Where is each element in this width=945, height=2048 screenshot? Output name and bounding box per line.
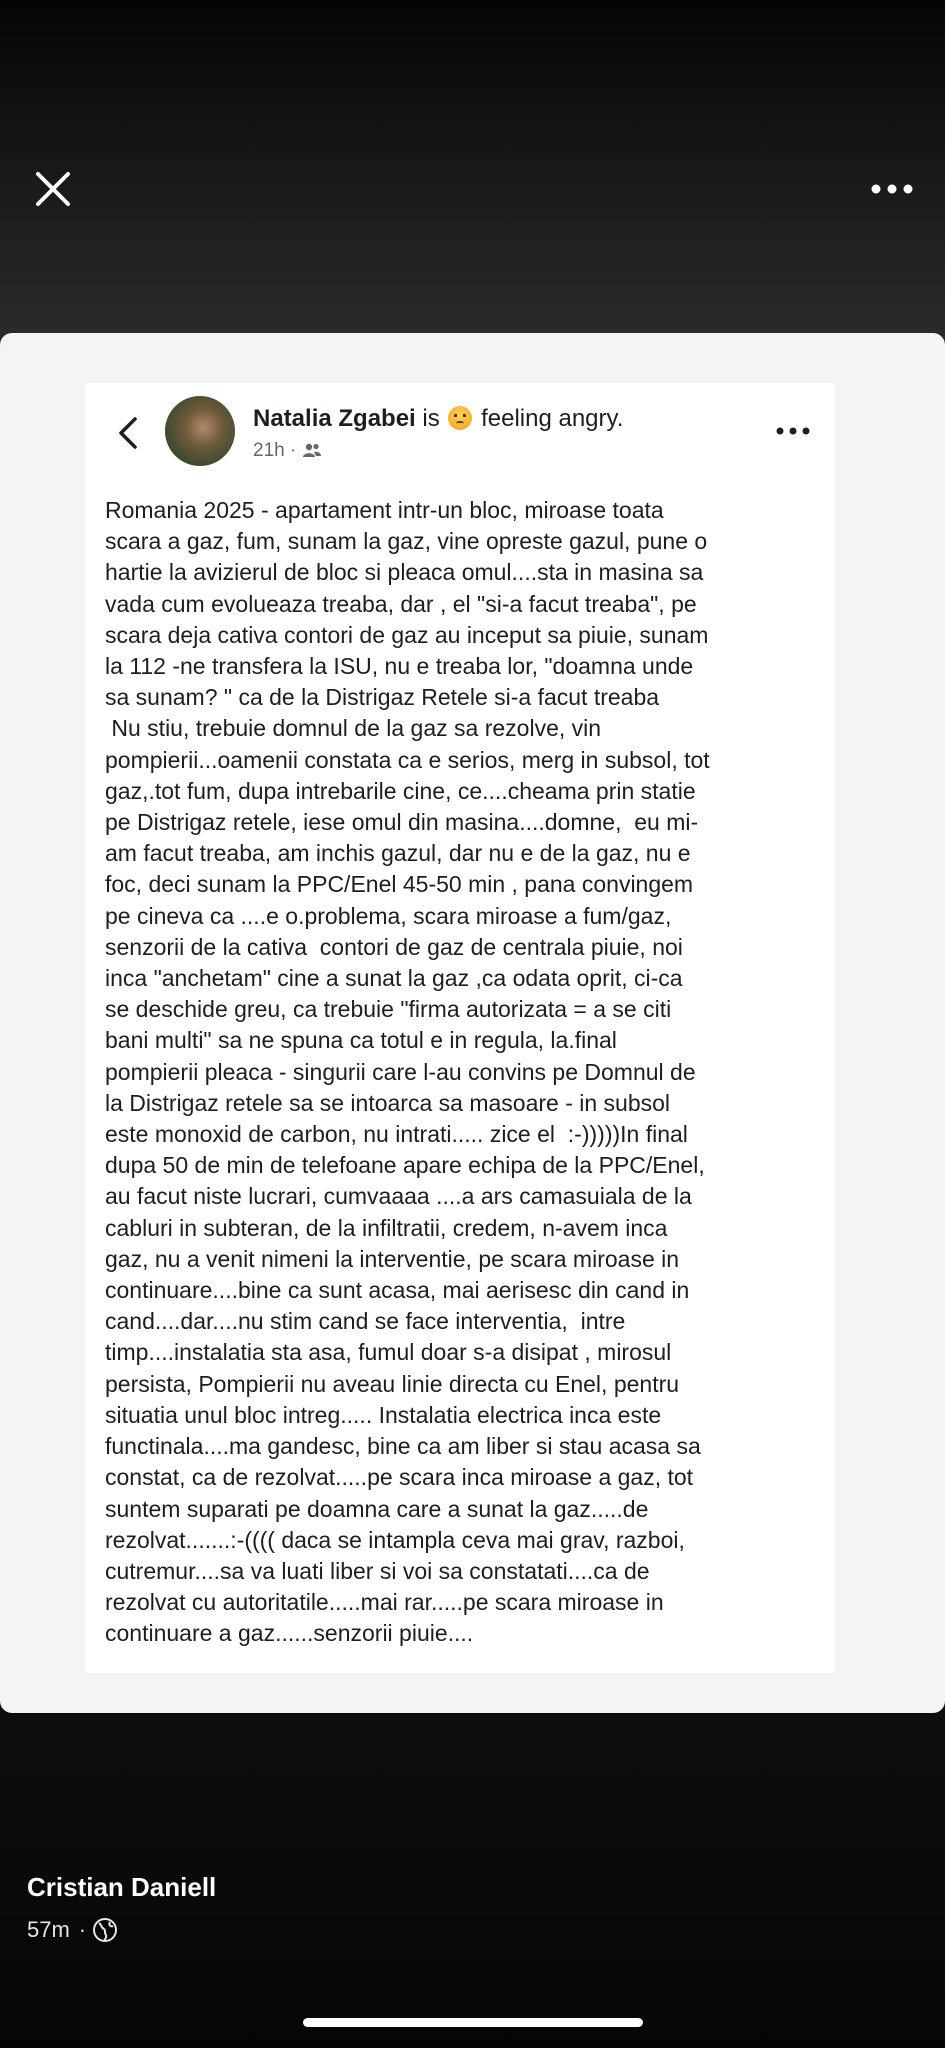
post-text-line: cutremur....sa va luati liber si voi sa constatati....ca de: [105, 1557, 650, 1584]
post-text-line: pompierii pleaca - singurii care l-au convins pe Domnul de: [105, 1058, 696, 1085]
post-text-line: functinala....ma gandesc, bine ca am liber si stau acasa sa: [105, 1433, 701, 1460]
post-text-line: gaz,.tot fum, dupa intrebarile cine, ce....cheama prin statie: [105, 777, 696, 804]
post-header: [253, 405, 623, 433]
post-text-line: inca "anchetam" cine a sunat la gaz ,ca odata oprit, ci-ca: [105, 965, 683, 992]
friends-icon: [302, 442, 322, 458]
post-text-line: gaz, nu a venit nimeni la interventie, pe scara miroase in: [105, 1245, 680, 1272]
home-indicator: [303, 2018, 643, 2027]
post-text-line: constat, ca de rezolvat.....pe scara inca miroase a gaz, tot: [105, 1464, 694, 1491]
post-text-line: dupa 50 de min de telefoane apare echipa de la PPC/Enel,: [105, 1152, 705, 1179]
post-text-line: scara deja cativa contori de gaz au inceput sa piuie, sunam: [105, 621, 709, 648]
post-text-line: scara a gaz, fum, sunam la gaz, vine opreste gazul, pune o: [105, 528, 708, 555]
post-text-line: pe Distrigaz retele, iese omul din masina....domne, eu mi-: [105, 809, 699, 836]
post-text-line: pe cineva ca ....e o.problema, scara miroase a fum/gaz,: [105, 902, 672, 929]
post-text-line: rezolvat cu autoritatile.....mai rar.....pe scara miroase in: [105, 1589, 664, 1616]
is-connector: is: [422, 405, 440, 432]
post-text-line: se deschide greu, ca trebuie "firma autorizata = a se citi: [105, 996, 672, 1023]
footer-time[interactable]: 57m: [27, 1917, 70, 1942]
photo-author-footer: [27, 1872, 216, 1943]
post-text-line: persista, Pompierii nu aveau linie directa cu Enel, pentru: [105, 1370, 680, 1397]
viewer-top-bar: [0, 140, 945, 220]
post-text-line: la 112 -ne transfera la ISU, nu e treaba lor, "doamna unde: [105, 653, 694, 680]
post-text-line: suntem suparati pe doamna care a sunat la gaz.....de: [105, 1495, 649, 1522]
chevron-left-icon: [115, 413, 141, 453]
post-text-line: sa sunam? " ca de la Distrigaz Retele si-a facut treaba: [105, 684, 660, 711]
post-text-line: hartie la avizierul de bloc si pleaca omul....sta in masina sa: [105, 559, 704, 586]
more-horizontal-icon[interactable]: [868, 174, 918, 204]
post-text-line: situatia unul bloc intreg..... Instalatia electrica inca este: [105, 1401, 662, 1428]
close-icon[interactable]: [28, 164, 78, 214]
post-text-line: cabluri in subteran, de la infiltratii, credem, n-avem inca: [105, 1214, 668, 1241]
post-text-line: au facut niste lucrari, cumvaaaa ....a ars camasuiala de la: [105, 1183, 692, 1210]
post-text-line: senzorii de la cativa contori de gaz de centrala piuie, noi: [105, 933, 683, 960]
post-body-text: [105, 495, 825, 1650]
post-text-line: continuare a gaz......senzorii piuie....: [105, 1620, 474, 1647]
post-meta: [253, 440, 322, 462]
poster-name[interactable]: Cristian Daniell: [27, 1872, 217, 1902]
post-text-line: este monoxid de carbon, nu intrati..... zice el :-)))))In final: [105, 1121, 688, 1148]
post-text-line: bani multi" sa ne spuna ca totul e in regula, la.final: [105, 1027, 617, 1054]
footer-separator: ·: [78, 1917, 87, 1942]
author-avatar: [165, 396, 235, 466]
post-text-line: cand....dar....nu stim cand se face interventia, intre: [105, 1308, 626, 1335]
post-image[interactable]: [0, 333, 945, 1713]
feeling-text: feeling angry.: [481, 405, 624, 432]
post-text-line: am facut treaba, am inchis gazul, dar nu e de la gaz, nu e: [105, 840, 691, 867]
angry-face-icon: [448, 406, 472, 430]
embedded-post-card: [85, 383, 835, 1673]
post-text-line: Nu stiu, trebuie domnul de la gaz sa rezolve, vin: [105, 715, 602, 742]
footer-meta: [27, 1917, 216, 1943]
author-name: Natalia Zgabei: [253, 405, 416, 432]
post-text-line: la Distrigaz retele sa se intoarca sa masoare - in subsol: [105, 1089, 671, 1116]
post-text-line: pompierii...oamenii constata ca e serios, merg in subsol, tot: [105, 746, 710, 773]
meta-separator: ·: [289, 440, 297, 461]
more-horizontal-icon: [773, 421, 813, 441]
post-text-line: Romania 2025 - apartament intr-un bloc, miroase toata: [105, 497, 664, 523]
post-text-line: vada cum evolueaza treaba, dar , el "si-a facut treaba", pe: [105, 590, 697, 617]
post-text-line: rezolvat.......:-(((( daca se intampla ceva mai grav, razboi,: [105, 1526, 685, 1553]
post-text-line: timp....instalatia sta asa, fumul doar s-a disipat , mirosul: [105, 1339, 672, 1366]
post-text-line: continuare....bine ca sunt acasa, mai aerisesc din cand in: [105, 1277, 690, 1304]
post-time: 21h: [253, 440, 285, 461]
globe-icon: [92, 1917, 118, 1943]
post-text-line: foc, deci sunam la PPC/Enel 45-50 min , pana convingem: [105, 871, 694, 898]
